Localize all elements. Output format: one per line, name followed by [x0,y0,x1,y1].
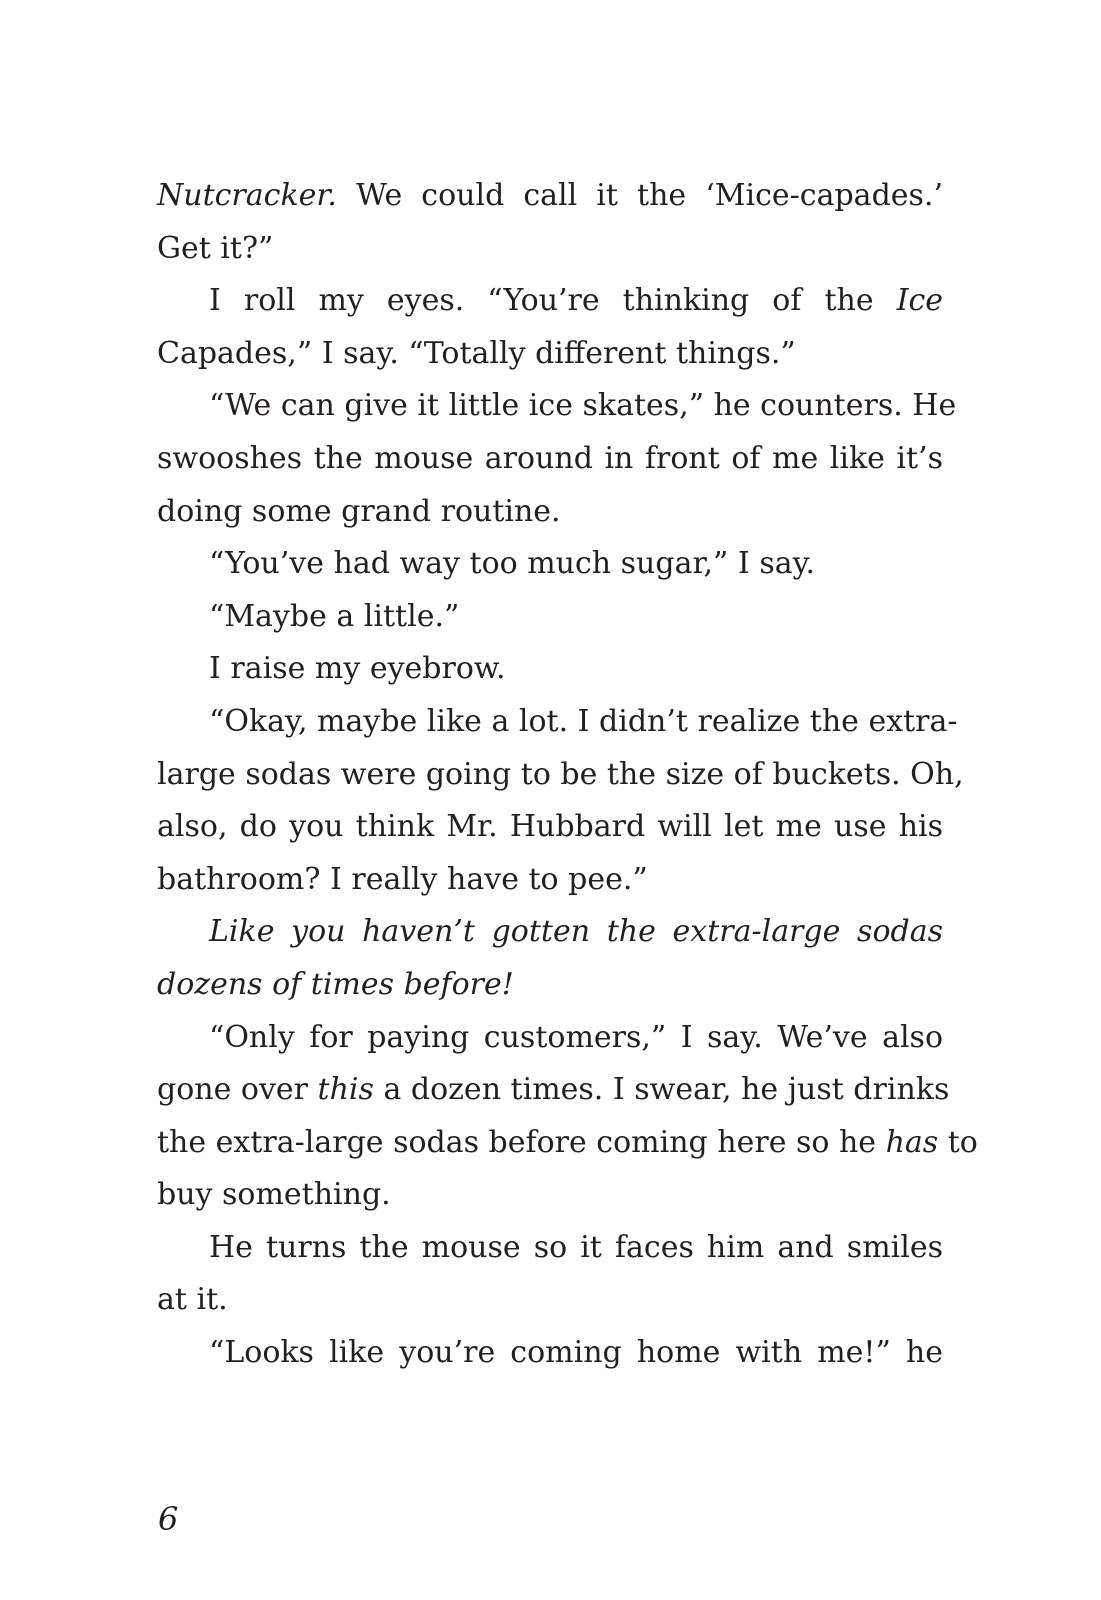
page-number-text: 6 [158,1500,179,1536]
page-number [155,1496,195,1536]
text-line: doing some grand routine. [157,493,561,529]
text-line: swooshes the mouse around in front of me like it’s [157,440,943,476]
text-line: “Looks like you’re coming home with me!” he [209,1335,943,1371]
text-line: “Maybe a little.” [209,598,460,634]
body-text [157,170,978,1380]
text-line: Capades,” I say. “Totally different things.” [157,335,796,371]
text-line: Nutcracker. We could call it the ‘Mice-capades.’ [157,178,943,213]
text-line: buy something. [157,1177,391,1213]
text-line: “Only for paying customers,” I say. We’ve also [209,1019,943,1055]
text-line: large sodas were going to be the size of buckets. Oh, [157,756,964,792]
text-line: I roll my eyes. “You’re thinking of the Ice [209,283,943,319]
text-line: He turns the mouse so it faces him and smiles [209,1229,943,1265]
text-line: gone over this a dozen times. I swear, he just drinks [157,1072,950,1108]
text-line: dozens of times before! [157,966,514,1002]
text-line: bathroom? I really have to pee.” [157,861,648,897]
text-line: I raise my eyebrow. [209,651,506,687]
text-line: “You’ve had way too much sugar,” I say. [209,546,816,582]
text-line: also, do you think Mr. Hubbard will let me use his [157,809,943,845]
text-line: at it. [157,1282,228,1318]
text-line: Get it?” [157,230,274,266]
text-line: “Okay, maybe like a lot. I didn’t realize the extra- [209,703,958,739]
text-line: the extra-large sodas before coming here so he has to [157,1124,978,1160]
text-line: Like you haven’t gotten the extra-large sodas [209,914,943,950]
text-line: “We can give it little ice skates,” he counters. He [209,388,957,424]
